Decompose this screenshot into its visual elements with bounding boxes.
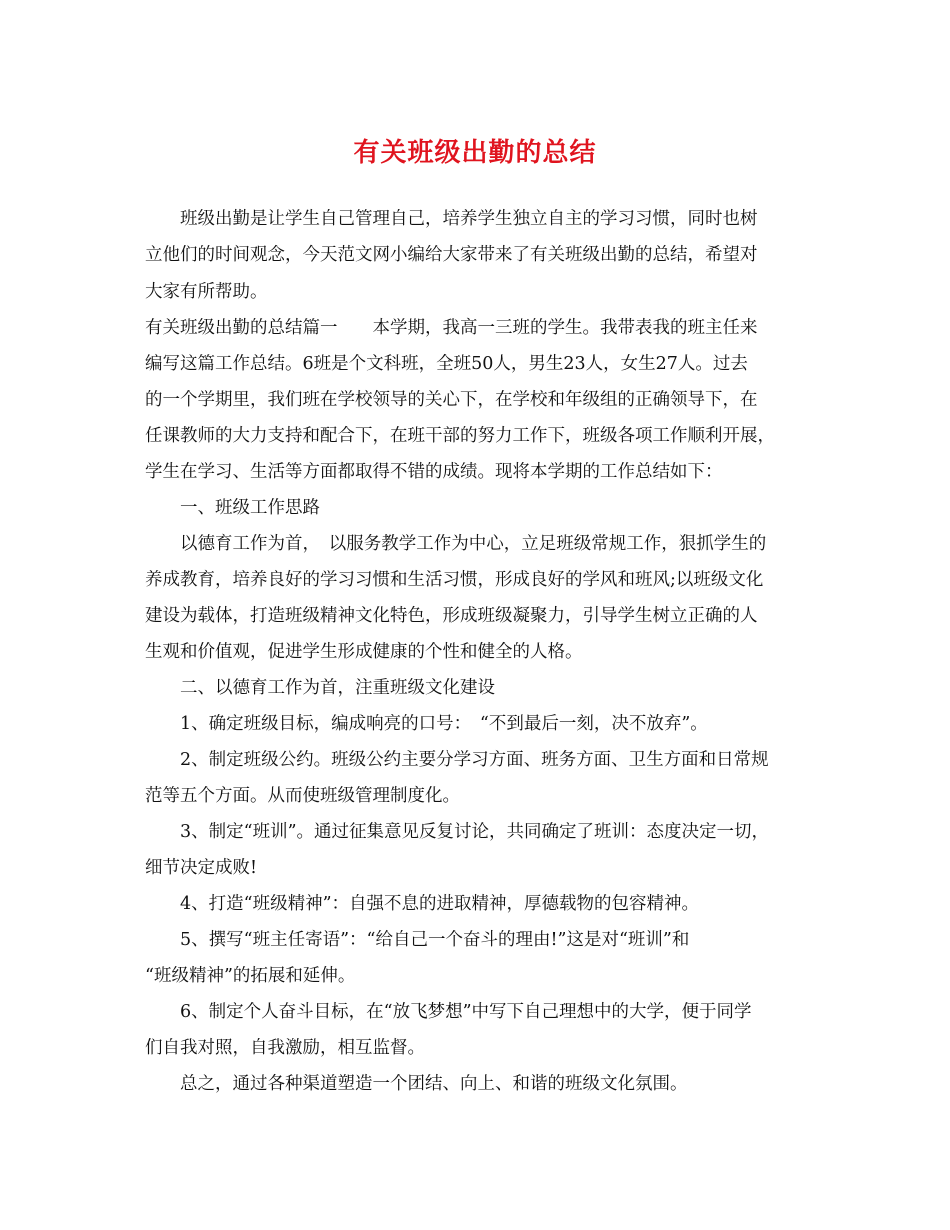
text-line: 养成教育，培养良好的学习习惯和生活习惯，形成良好的学风和班风;以班级文化 (145, 570, 764, 590)
text-line: 大家有所帮助。 (145, 282, 268, 302)
text-line: 任课教师的大力支持和配合下，在班干部的努力工作下，班级各项工作顺利开展， (145, 426, 775, 446)
text-line: 范等五个方面。从而使班级管理制度化。 (145, 786, 460, 806)
text-line: 3、制定“班训”。通过征集意见反复讨论，共同确定了班训：态度决定一切， (180, 822, 770, 842)
document-title: 有关班级出勤的总结 (353, 138, 597, 168)
text-line: 4、打造“班级精神”：自强不息的进取精神，厚德载物的包容精神。 (180, 894, 700, 914)
text-line: 的一个学期里，我们班在学校领导的关心下，在学校和年级组的正确领导下，在 (145, 390, 758, 410)
text-line: 们自我对照，自我激励，相互监督。 (145, 1038, 425, 1058)
text-line: 立他们的时间观念，今天范文网小编给大家带来了有关班级出勤的总结，希望对 (145, 245, 758, 265)
text-line: 班级出勤是让学生自己管理自己，培养学生独立自主的学习习惯，同时也树 (180, 209, 758, 229)
text-line: 2、制定班级公约。班级公约主要分学习方面、班务方面、卫生方面和日常规 (180, 750, 769, 770)
text-line: 以德育工作为首， 以服务教学工作为中心，立足班级常规工作，狠抓学生的 (180, 534, 767, 554)
section-heading: 一、班级工作思路 (180, 498, 320, 518)
text-line: 建设为载体，打造班级精神文化特色，形成班级凝聚力，引导学生树立正确的人 (145, 606, 758, 626)
text-line: 细节决定成败! (145, 858, 258, 878)
text-line: 学生在学习、生活等方面都取得不错的成绩。现将本学期的工作总结如下： (145, 462, 723, 482)
text-line: “班级精神”的拓展和延伸。 (145, 966, 356, 986)
text-line: 总之，通过各种渠道塑造一个团结、向上、和谐的班级文化氛围。 (180, 1074, 688, 1094)
text-line: 有关班级出勤的总结篇一 本学期，我高一三班的学生。我带表我的班主任来 (145, 318, 758, 338)
text-line: 编写这篇工作总结。6班是个文科班，全班50人，男生23人，女生27人。过去 (145, 354, 748, 374)
text-line: 6、制定个人奋斗目标，在“放飞梦想”中写下自己理想中的大学，便于同学 (180, 1002, 752, 1022)
text-line: 1、确定班级目标，编成响亮的口号： “不到最后一刻，决不放弃”。 (180, 714, 708, 734)
text-line: 5、撰写“班主任寄语”：“给自己一个奋斗的理由!”这是对“班训”和 (180, 930, 690, 950)
section-heading: 二、以德育工作为首，注重班级文化建设 (180, 678, 495, 698)
text-line: 生观和价值观，促进学生形成健康的个性和健全的人格。 (145, 642, 583, 662)
